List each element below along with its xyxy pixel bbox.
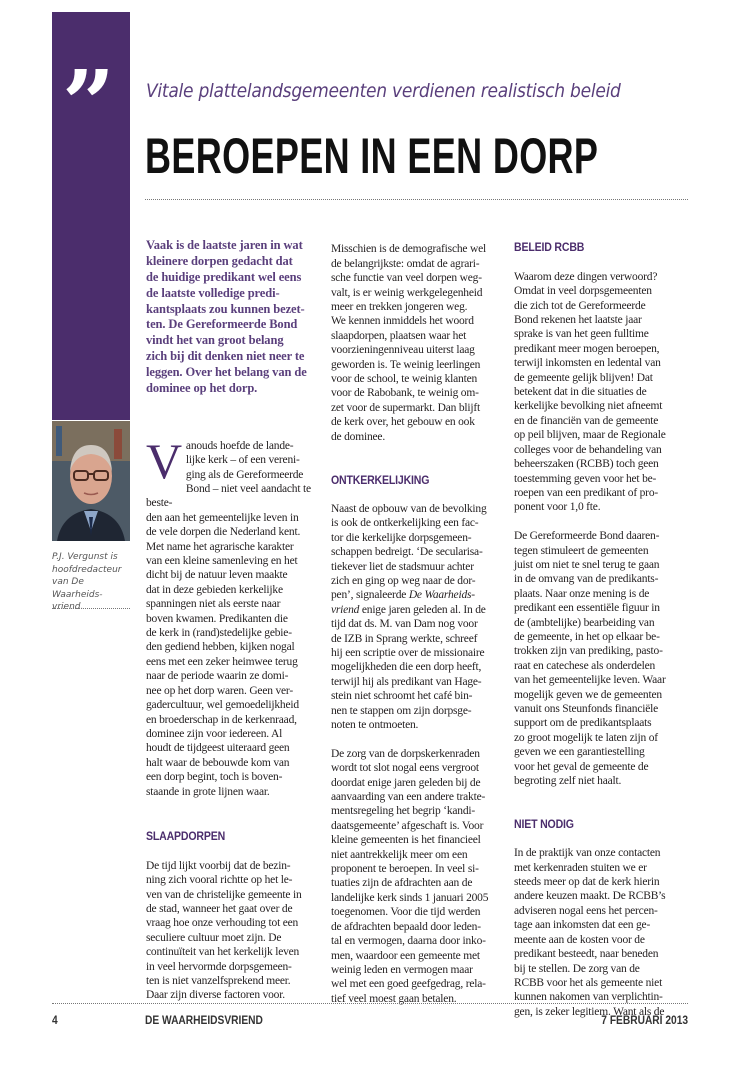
column-1 (146, 224, 325, 1017)
page-number: 4 (52, 1013, 58, 1027)
author-portrait-image (52, 421, 130, 541)
section-heading-beleid-rcbb: BELEID RCBB (514, 240, 585, 255)
author-caption: P.J. Vergunst is hoofdredacteur van De Waarheids- vriend. (52, 552, 122, 612)
paragraph: De tijd lijkt voorbij dat de bezin- ning zich vooral richtte op het le- ven van de christelijke gemeente in de stad, wanneer het gaat over de vraag hoe onze verhouding tot een seculiere cultuur moet zijn. De continuïteit van het kerkelijk leven in veel hervormde dorpsgemeen- ten is niet vanzelfsprekend meer. Daar zijn diverse factoren voor. (146, 859, 302, 1002)
headline-divider (145, 199, 688, 200)
section-heading-slaapdorpen: SLAAPDORPEN (146, 829, 226, 844)
issue-date: 7 FEBRUARI 2013 (601, 1013, 688, 1027)
section-heading-ontkerkelijking: ONTKERKELIJKING (331, 472, 430, 487)
paragraph: In de praktijk van onze contacten met kerkenraden stuiten we er steeds meer op dat de kerk hierin andere keuzen maakt. De RCBB’s adviseren nogal eens het percen- tage aan inkomsten dat een ge- meente aan de kosten voor de predikant besteedt, naar beneden bij te stellen. De zorg van de RCBB voor het als gemeente niet kunnen nakomen van verplichtin- gen, is zeker legitiem. Want als de (514, 847, 666, 1018)
paragraph: Misschien is de demografische wel de belangrijkste: omdat de agrari- sche functie van veel dorpen weg- valt, is er weinig werkgelegenheid meer en trekken jongeren weg. We kennen inmiddels het woord slaapdorpen, plaatsen waar het voorzieningenniveau uiterst laag geworden is. Te weinig leerlingen voor de school, te weinig klanten voor de Rabobank, te weinig om- zet voor de supermarkt. Dan blijft de kerk over, het gebouw en ook de dominee. (331, 243, 486, 443)
quote-mark-icon: ” (62, 50, 115, 158)
publication-name-footer: DE WAARHEIDSVRIEND (145, 1013, 263, 1027)
section-heading-niet-nodig: NIET NODIG (514, 816, 574, 831)
paragraph-text: Naast de opbouw van de bevolking is ook de ontkerkelijking een fac- tor die kerkelijke dorpsgemeen- schappen bedreigt. ‘De secularisa- tiekever liet de stadsmuur achter zich en ging op weg naar de dor- pen’, signaleerde (331, 502, 487, 602)
paragraph (331, 502, 510, 733)
publication-name: De Waarheids- vriend (331, 589, 475, 616)
paragraph: De zorg van de dorpskerkenraden wordt tot slot nogal eens vergroot doordat enige jaren geleden bij de aanvaarding van een andere trakte- mentsregeling het begrip ‘kandi- daatsgemeente’ afgeschaft is. Voor kleine gemeenten is het financieel niet aantrekkelijk meer om een proponent te beroepen. In veel si- tuaties zijn de afdrachten aan de landelijke kerk sinds 1 januari 2005 toegenomen. Voor die tijd werden de afdrachten bepaald door leden- tal en vermogen, daarna door inko- men, waardoor een gemeente met weinig leden en vermogen maar wel met een goed geefgedrag, rela- tief veel moest gaan betalen. (331, 747, 489, 1005)
column-2 (331, 228, 510, 1021)
intro-paragraph (146, 432, 325, 799)
article-headline: BEROEPEN IN EEN DORP (145, 128, 599, 184)
intro-text: anouds hoefde de lande- lijke kerk – of een vereni- ging als de Gereformeerde Bond – niet veel aandacht te beste- den aan het gemeentelijke leven in de vele dorpen die Nederland kent. Met name het agrarische karakter van een kleine samenleving en het dicht bij de natuur leven maakte dat in deze gebieden kerkelijke spanningen niet als eerste naar boven kwamen. Predikanten die de kerk in (rand)stedelijke gebie- den gediend hebben, kijken nogal eens met een zeker heimwee terug naar de periode waarin ze domi- nee op het dorp waren. Geen ver- gadercultuur, wel gemoedelijkheid en broederschap in de kerkenraad, dominee zijn voor iedereen. Al houdt de tijdgeest uiteraard geen halt waar de bebouwde kom van een dorp begint, toch is boven- staande in grote lijnen waar. (146, 439, 311, 798)
paragraph-text: enige jaren geleden al. In de tijd dat ds. M. van Dam nog voor de IZB in Sprang werkte, schreef hij een scriptie over de missionaire mogelijkheden die een dorp heeft, terwijl hij als predikant van Hage- stein niet schroomt het café bin- nen te stappen om zijn dorpsge- noten te ontmoeten. (331, 603, 486, 731)
paragraph: Waarom deze dingen verwoord? Omdat in veel dorpsgemeenten die zich tot de Gereformeerde Bond rekenen het laatste jaar sprake is van het geen fulltime predikant meer mogen beroepen, terwijl inkomsten en ledental van de gemeente gelijk blijven! Dat betekent dat in die situaties de kerkelijke bevolking niet afneemt en de financiën van de gemeente op peil blijven, maar de Regionale colleges voor de behandeling van beheerszaken (RCBB) toch geen toestemming geven voor het be- roepen van een predikant of pro- ponent voor 1,0 fte. (514, 270, 666, 514)
footer-divider (52, 1003, 688, 1004)
article-lead: Vaak is de laatste jaren in wat kleinere dorpen gedacht dat de huidige predikant wel eens de laatste volledige predi- kantsplaats zou kunnen bezet- ten. De Gereformeerde Bond vindt het van groot belang zich bij dit denken niet neer te leggen. Over het belang van de dominee op het dorp. (146, 238, 307, 395)
caption-divider (52, 608, 130, 609)
author-photo (52, 421, 130, 541)
article-kicker: Vitale plattelandsgemeenten verdienen realistisch beleid (146, 80, 621, 102)
column-3 (514, 226, 694, 1034)
drop-cap: V (146, 432, 182, 489)
paragraph: De Gereformeerde Bond daaren- tegen stimuleert de gemeenten juist om niet te snel terug te gaan in de omvang van de predikants- plaats. Naar onze mening is de predikant een essentiële figuur in de (ambtelijke) bearbeiding van de gemeente, in het op elkaar be- trokken zijn van prediking, pasto- raat en catechese als onderdelen van het gemeentelijke leven. Waar mogelijk geven we de gemeenten vanuit ons Steunfonds financiële support om de predikantsplaats zo groot mogelijk te laten zijn of geven we een garantiestelling voor het geval de gemeente de begroting zelf niet haalt. (514, 530, 666, 788)
